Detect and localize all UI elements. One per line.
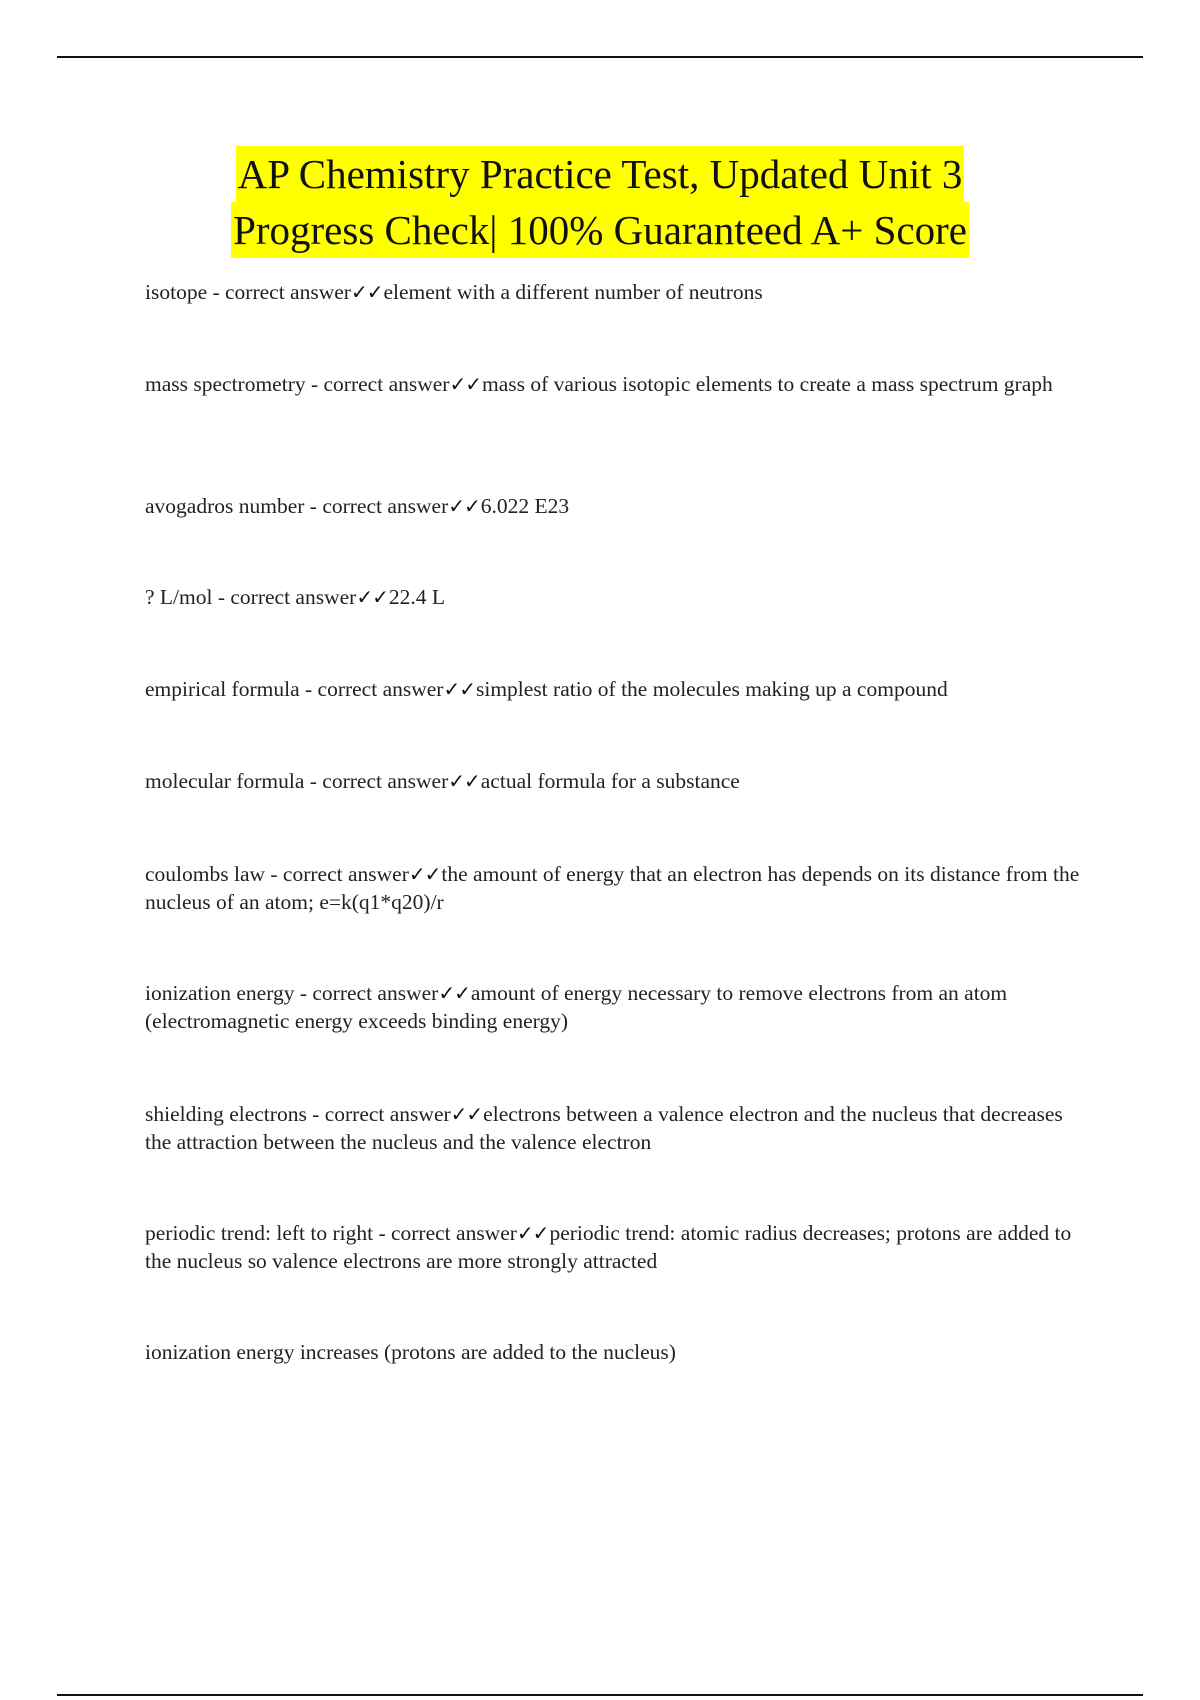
entry-ionization-energy xyxy=(145,979,1090,1035)
entry-l-per-mol xyxy=(145,583,1090,611)
entry-answer: amount of energy necessary to remove electrons from an atom (electromagnetic energy exceeds binding energy) xyxy=(145,981,1008,1033)
bottom-rule xyxy=(57,1694,1143,1696)
double-check-icon: ✓✓ xyxy=(450,1102,483,1126)
double-check-icon: ✓✓ xyxy=(448,769,480,793)
entry-coulombs-law xyxy=(145,860,1090,916)
double-check-icon: ✓✓ xyxy=(449,372,481,396)
double-check-icon: ✓✓ xyxy=(350,280,383,304)
trailing-text-line: ionization energy increases (protons are added to the nucleus) xyxy=(145,1340,676,1364)
entry-isotope xyxy=(145,278,1090,306)
entry-empirical-formula xyxy=(145,675,1090,703)
double-check-icon: ✓✓ xyxy=(438,981,470,1005)
entry-answer: 6.022 E23 xyxy=(480,494,570,518)
trailing-text xyxy=(145,1338,1090,1366)
document-title xyxy=(0,146,1200,258)
entry-term: avogadros number - correct answer xyxy=(145,494,449,518)
double-check-icon: ✓✓ xyxy=(516,1221,549,1245)
entry-answer: 22.4 L xyxy=(388,585,445,609)
entry-answer: simplest ratio of the molecules making up a compound xyxy=(475,677,948,701)
entry-answer: electrons between a valence electron and the nucleus that decreases the attraction between the nucleus and the valence electron xyxy=(145,1102,1063,1154)
entry-term: isotope - correct answer xyxy=(145,280,351,304)
entry-answer: actual formula for a substance xyxy=(480,769,740,793)
double-check-icon: ✓✓ xyxy=(443,677,475,701)
double-check-icon: ✓✓ xyxy=(448,494,480,518)
entry-molecular-formula xyxy=(145,767,1090,795)
entry-periodic-trend xyxy=(145,1219,1090,1275)
entry-term: ionization energy - correct answer xyxy=(145,981,439,1005)
title-line-1: AP Chemistry Practice Test, Updated Unit 3 xyxy=(236,146,965,202)
entry-term: empirical formula - correct answer xyxy=(145,677,444,701)
double-check-icon: ✓✓ xyxy=(356,585,388,609)
entry-answer: mass of various isotopic elements to create a mass spectrum graph xyxy=(481,372,1053,396)
entry-term: mass spectrometry - correct answer xyxy=(145,372,450,396)
title-line-2: Progress Check| 100% Guaranteed A+ Score xyxy=(231,202,969,258)
entry-answer: element with a different number of neutrons xyxy=(383,280,763,304)
double-check-icon: ✓✓ xyxy=(408,862,441,886)
entry-term: periodic trend: left to right - correct answer xyxy=(145,1221,517,1245)
top-rule xyxy=(57,56,1143,58)
entry-term: ? L/mol - correct answer xyxy=(145,585,357,609)
entry-term: coulombs law - correct answer xyxy=(145,862,409,886)
entry-answer: periodic trend: atomic radius decreases; protons are added to the nucleus so valence electrons are more strongly attracted xyxy=(145,1221,1072,1273)
entry-shielding-electrons xyxy=(145,1100,1090,1156)
entry-term: shielding electrons - correct answer xyxy=(145,1102,451,1126)
entry-answer: the amount of energy that an electron has depends on its distance from the nucleus of an atom; e=k(q1*q20)/r xyxy=(145,862,1080,914)
entry-avogadros-number xyxy=(145,492,1090,520)
entry-mass-spectrometry xyxy=(145,370,1090,398)
entry-term: molecular formula - correct answer xyxy=(145,769,449,793)
